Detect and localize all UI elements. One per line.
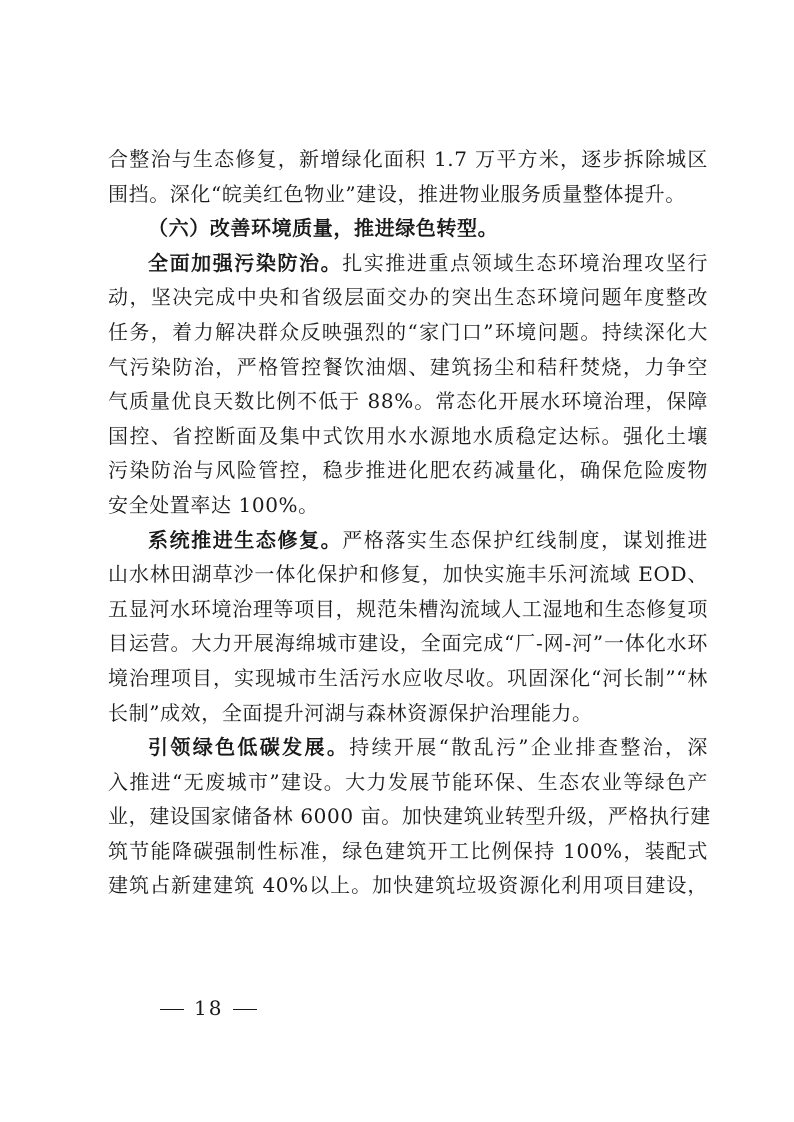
page-number-footer <box>160 996 257 1020</box>
paragraph-line: 气污染防治，严格管控餐饮油烟、建筑扬尘和秸秆焚烧，力争空 <box>108 354 708 379</box>
paragraph-line: 安全处置率达 100%。 <box>108 492 319 517</box>
paragraph-line: 污染防治与风险管控，稳步推进化肥农药减量化，确保危险废物 <box>108 458 708 483</box>
paragraph-text: 持续开展“散乱污”企业排查整治，深 <box>349 735 708 760</box>
paragraph-line <box>108 523 708 558</box>
paragraph-line: 业，建设国家储备林 6000 亩。加快建筑业转型升级，严格执行建 <box>108 804 711 829</box>
paragraph-line <box>108 246 708 281</box>
paragraph-line: 目运营。大力开展海绵城市建设，全面完成“厂-网-河”一体化水环 <box>108 631 708 656</box>
paragraph-line: 围挡。深化“皖美红色物业”建设，推进物业服务质量整体提升。 <box>108 181 686 206</box>
paragraph-lead: 引领绿色低碳发展。 <box>148 735 350 760</box>
paragraph-line: 长制”成效，全面提升河湖与森林资源保护治理能力。 <box>108 700 593 725</box>
paragraph-line: 山水林田湖草沙一体化保护和修复，加快实施丰乐河流域 EOD、 <box>108 562 708 587</box>
paragraph-line: 建筑占新建建筑 40%以上。加快建筑垃圾资源化利用项目建设， <box>108 873 708 898</box>
paragraph-text: 扎实推进重点领域生态环境治理攻坚行 <box>342 250 708 275</box>
footer-dash-right <box>233 1009 257 1010</box>
paragraph-line: 任务，着力解决群众反映强烈的“家门口”环境问题。持续深化大 <box>108 319 708 344</box>
paragraph-line: 五显河水环境治理等项目，规范朱槽沟流域人工湿地和生态修复项 <box>108 596 708 621</box>
document-body <box>108 142 711 903</box>
paragraph-lead: 全面加强污染防治。 <box>148 250 343 275</box>
paragraph-text: 严格落实生态保护红线制度，谋划推进 <box>342 527 708 552</box>
paragraph-line: 动，坚决完成中央和省级层面交办的突出生态环境问题年度整改 <box>108 285 708 310</box>
footer-dash-left <box>160 1009 184 1010</box>
paragraph-line: 筑节能降碳强制性标准，绿色建筑开工比例保持 100%，装配式 <box>108 838 708 863</box>
paragraph-line: 合整治与生态修复，新增绿化面积 1.7 万平方米，逐步拆除城区 <box>108 147 708 171</box>
paragraph-lead: 系统推进生态修复。 <box>148 527 343 552</box>
paragraph-line <box>108 730 708 765</box>
paragraph-line: 气质量优良天数比例不低于 88%。常态化开展水环境治理，保障 <box>108 389 708 414</box>
paragraph-line: 国控、省控断面及集中式饮用水水源地水质稳定达标。强化土壤 <box>108 423 708 448</box>
page-number: 18 <box>194 996 224 1020</box>
section-heading: （六）改善环境质量，推进绿色转型。 <box>148 216 499 241</box>
paragraph-line: 入推进“无废城市”建设。大力发展节能环保、生态农业等绿色产 <box>108 769 708 794</box>
paragraph-line: 境治理项目，实现城市生活污水应收尽收。巩固深化“河长制”“林 <box>108 665 708 690</box>
